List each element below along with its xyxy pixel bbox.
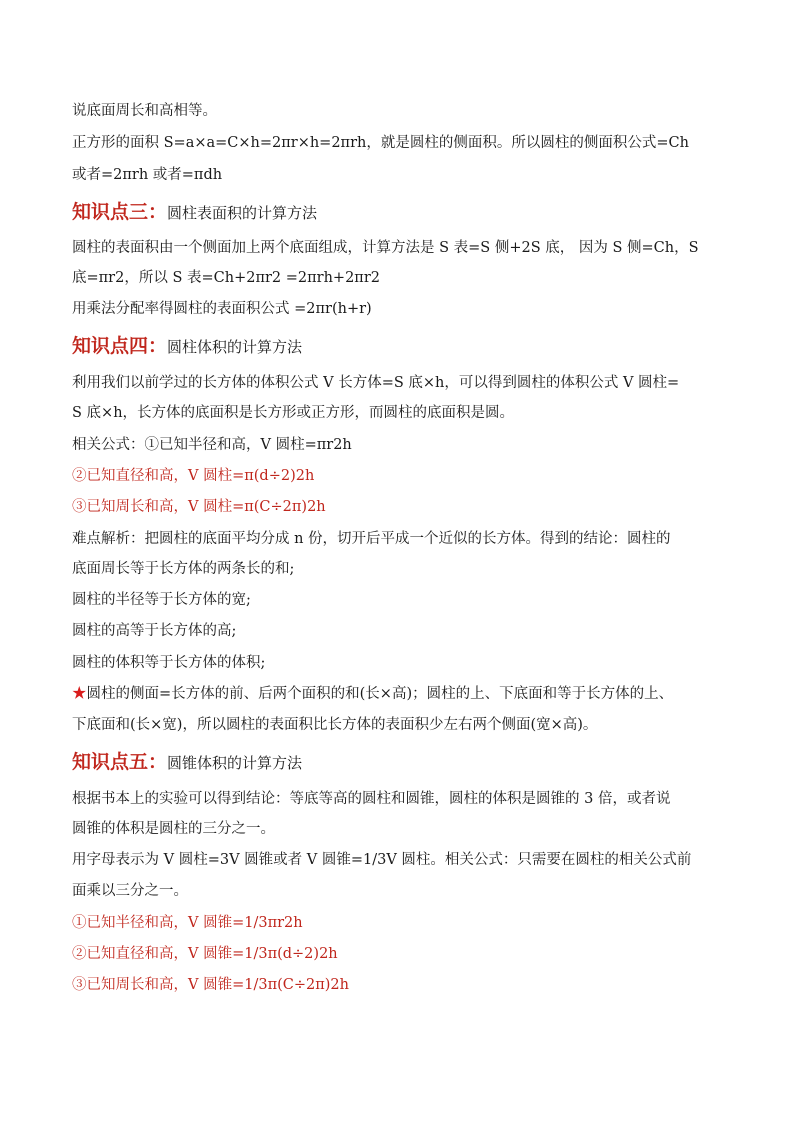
text-line: 圆柱的体积等于长方体的体积; [72,655,266,671]
text-span: 圆柱的侧面=长方体的前、后两个面积的和(长×高)；圆柱的上、下底面和等于长方体的上、 [86,686,674,702]
text-line: 正方形的面积 S=a×a=C×h=2πr×h=2πrh，就是圆柱的侧面积。所以圆柱的侧面积公式=Ch [72,135,689,151]
text-line: 相关公式：①已知半径和高，V 圆柱=πr2h [72,437,352,453]
text-line: 底=πr2，所以 S 表=Ch+2πr2 =2πrh+2πr2 [72,270,380,286]
text-line: 利用我们以前学过的长方体的体积公式 V 长方体=S 底×h，可以得到圆柱的体积公式 V 圆柱= [72,375,680,391]
text-line: 难点解析：把圆柱的底面平均分成 n 份，切开后平成一个近似的长方体。得到的结论：圆柱的 [72,531,671,547]
section-heading-3 [72,202,732,223]
heading-title: 圆柱体积的计算方法 [167,338,303,356]
text-line: 根据书本上的实验可以得到结论：等底等高的圆柱和圆锥，圆柱的体积是圆锥的 3 倍，或者说 [72,791,671,807]
text-line: 说底面周长和高相等。 [72,103,217,119]
text-line: 面乘以三分之一。 [72,883,188,899]
text-line: 或者=2πrh 或者=πdh [72,167,223,183]
heading-title: 圆柱表面积的计算方法 [167,204,318,222]
text-line: ①已知半径和高，V 圆锥=1/3πr2h [72,915,303,931]
text-line: ②已知直径和高，V 圆锥=1/3π(d÷2)2h [72,946,338,962]
text-line: 用乘法分配率得圆柱的表面积公式 =2πr(h+r) [72,301,372,317]
text-line: 圆柱的高等于长方体的高; [72,623,237,639]
text-line: 下底面和(长×宽)，所以圆柱的表面积比长方体的表面积少左右两个侧面(宽×高)。 [72,717,598,733]
text-line: 圆柱的表面积由一个侧面加上两个底面组成，计算方法是 S 表=S 侧+2S 底， 因为 S 侧=Ch，S [72,240,699,256]
heading-label: 知识点五： [72,751,168,773]
text-line: ③已知周长和高，V 圆锥=1/3π(C÷2π)2h [72,977,349,993]
text-line [72,684,732,704]
text-line: S 底×h，长方体的底面积是长方形或正方形，而圆柱的底面积是圆。 [72,405,515,421]
text-line: ③已知周长和高，V 圆柱=π(C÷2π)2h [72,499,326,515]
text-line: 圆锥的体积是圆柱的三分之一。 [72,821,275,837]
section-heading-5 [72,752,732,773]
star-icon: ★ [72,686,87,702]
text-line: 圆柱的半径等于长方体的宽; [72,592,251,608]
section-heading-4 [72,336,732,357]
text-line: 底面周长等于长方体的两条长的和; [72,561,295,577]
heading-label: 知识点四： [72,335,168,357]
heading-label: 知识点三： [72,201,168,223]
heading-title: 圆锥体积的计算方法 [167,754,303,772]
text-line: ②已知直径和高，V 圆柱=π(d÷2)2h [72,468,315,484]
text-line: 用字母表示为 V 圆柱=3V 圆锥或者 V 圆锥=1/3V 圆柱。相关公式：只需要在圆柱的相关公式前 [72,852,692,868]
